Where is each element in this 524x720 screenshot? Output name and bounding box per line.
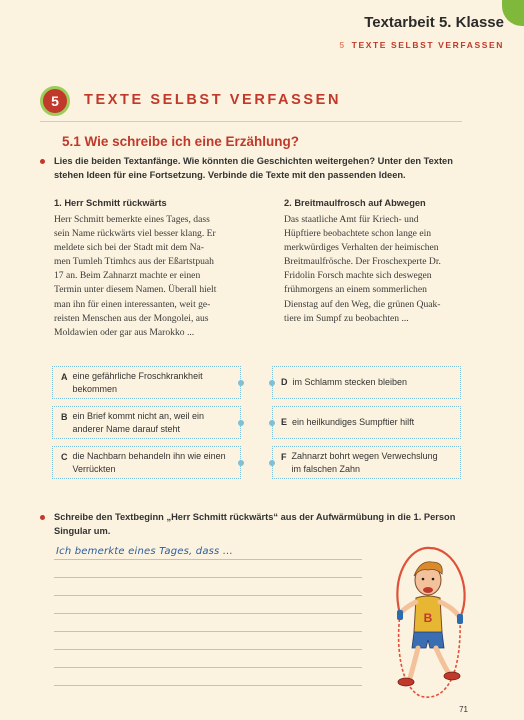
story-line: Hüpftiere beobachtete schon lange ein bbox=[284, 228, 432, 240]
story-line: Dienstag auf den Weg, die grünen Quak- bbox=[284, 298, 441, 310]
text-story-2 bbox=[284, 198, 460, 326]
writing-line[interactable] bbox=[54, 649, 362, 650]
option-b[interactable] bbox=[52, 406, 241, 439]
option-text: ein Brief kommt nicht an, weil ein bbox=[72, 411, 205, 421]
story-line: man ihn für einen interessanten, weit ge- bbox=[54, 298, 211, 310]
writing-line[interactable] bbox=[54, 559, 362, 560]
handwritten-sample: Ich bemerkte eines Tages, dass ... bbox=[56, 546, 233, 557]
option-letter: B bbox=[61, 412, 68, 422]
story-2-body bbox=[284, 213, 460, 326]
option-text: im falschen Zahn bbox=[291, 463, 361, 474]
writing-line[interactable] bbox=[54, 595, 362, 596]
story-line: Das staatliche Amt für Kriech- und bbox=[284, 214, 419, 225]
task1-line: Lies die beiden Textanfänge. Wie könnten die Geschichten weitergehen? Unter den Texten bbox=[54, 156, 453, 166]
option-letter: E bbox=[281, 417, 288, 428]
page-header bbox=[0, 0, 524, 60]
option-f[interactable] bbox=[272, 446, 461, 479]
connector-dot-icon[interactable] bbox=[238, 460, 244, 466]
story-1-body bbox=[54, 213, 230, 340]
connector-dot-icon[interactable] bbox=[238, 380, 244, 386]
option-text: anderer Name darauf steht bbox=[72, 423, 181, 434]
story-line: Herr Schmitt bemerkte eines Tages, dass bbox=[54, 214, 210, 225]
connector-dot-icon[interactable] bbox=[269, 460, 275, 466]
task1-line: stehen Ideen für eine Fortsetzung. Verbinde die Texte mit den passenden Ideen. bbox=[54, 170, 406, 180]
header-subtitle-marker: 5 bbox=[339, 40, 346, 50]
writing-line[interactable] bbox=[54, 613, 362, 614]
page-number: 71 bbox=[459, 705, 468, 714]
story-line: Moldawien oder gar aus Marokko ... bbox=[54, 326, 195, 338]
chapter-divider bbox=[40, 121, 462, 122]
writing-line[interactable] bbox=[54, 667, 362, 668]
story-line: merkwürdiges Verhalten der heimischen bbox=[284, 242, 439, 254]
story-line: tiere im Sumpf zu beobachten ... bbox=[284, 312, 409, 324]
option-a[interactable] bbox=[52, 366, 241, 399]
option-text: Zahnarzt bohrt wegen Verwechslung bbox=[291, 451, 438, 461]
option-text: eine gefährliche Froschkrankheit bbox=[72, 371, 203, 381]
story-line: reisten Menschen aus der Mongolei, aus bbox=[54, 312, 209, 324]
option-d[interactable] bbox=[272, 366, 461, 399]
task-bullet-icon bbox=[40, 159, 45, 164]
writing-line[interactable] bbox=[54, 577, 362, 578]
connector-dot-icon[interactable] bbox=[269, 380, 275, 386]
leaf-decoration-icon bbox=[502, 0, 524, 26]
chapter-number-badge: 5 bbox=[40, 86, 70, 116]
story-2-heading: 2. Breitmaulfrosch auf Abwegen bbox=[284, 198, 426, 208]
story-line: meldete sich bei der Stadt mit dem Na- bbox=[54, 242, 204, 254]
connector-dot-icon[interactable] bbox=[269, 420, 275, 426]
option-letter: D bbox=[281, 377, 288, 388]
task1-instruction bbox=[54, 154, 466, 182]
story-line: sein Name rückwärts viel besser klang. Er bbox=[54, 228, 216, 240]
story-line: Fridolin Forsch machte sich deswegen bbox=[284, 270, 432, 282]
svg-text:B: B bbox=[423, 611, 433, 625]
option-letter: C bbox=[61, 452, 68, 462]
header-subtitle bbox=[339, 40, 504, 50]
task2-line: Singular um. bbox=[54, 526, 111, 536]
task2-instruction bbox=[54, 510, 466, 538]
writing-line[interactable] bbox=[54, 685, 362, 686]
story-line: men Tumleh Ttimhcs aus der Eßartstpuah bbox=[54, 256, 214, 268]
option-letter: A bbox=[61, 372, 68, 382]
task2-line: Schreibe den Textbeginn „Herr Schmitt rückwärts“ aus der Aufwärmübung in die 1. Person bbox=[54, 512, 456, 522]
chapter-title: TEXTE SELBST VERFASSEN bbox=[84, 92, 342, 108]
story-line: 17 an. Beim Zahnarzt machte er einen bbox=[54, 270, 201, 282]
jump-rope-boy-illustration bbox=[370, 536, 488, 704]
header-subtitle-text: TEXTE SELBST VERFASSEN bbox=[351, 40, 504, 50]
option-letter: F bbox=[281, 452, 287, 462]
writing-line[interactable] bbox=[54, 631, 362, 632]
story-line: frühmorgens an einem sommerlichen bbox=[284, 284, 427, 296]
story-line: Termin unter diesem Namen. Überall hielt bbox=[54, 284, 217, 296]
story-line: Breitmaulfrösche. Der Froschexperte Dr. bbox=[284, 256, 441, 268]
text-story-1 bbox=[54, 198, 230, 340]
option-e[interactable] bbox=[272, 406, 461, 439]
option-text: im Schlamm stecken bleiben bbox=[292, 377, 408, 388]
header-title: Textarbeit 5. Klasse bbox=[364, 14, 504, 31]
option-text: bekommen bbox=[72, 383, 118, 394]
story-1-heading: 1. Herr Schmitt rückwärts bbox=[54, 198, 167, 208]
connector-dot-icon[interactable] bbox=[238, 420, 244, 426]
task-bullet-icon bbox=[40, 515, 45, 520]
option-text: ein heilkundiges Sumpftier hilft bbox=[292, 417, 415, 428]
option-c[interactable] bbox=[52, 446, 241, 479]
section-title: 5.1 Wie schreibe ich eine Erzählung? bbox=[62, 134, 299, 149]
option-text: Verrückten bbox=[72, 463, 116, 474]
option-text: die Nachbarn behandeln ihn wie einen bbox=[72, 451, 226, 461]
